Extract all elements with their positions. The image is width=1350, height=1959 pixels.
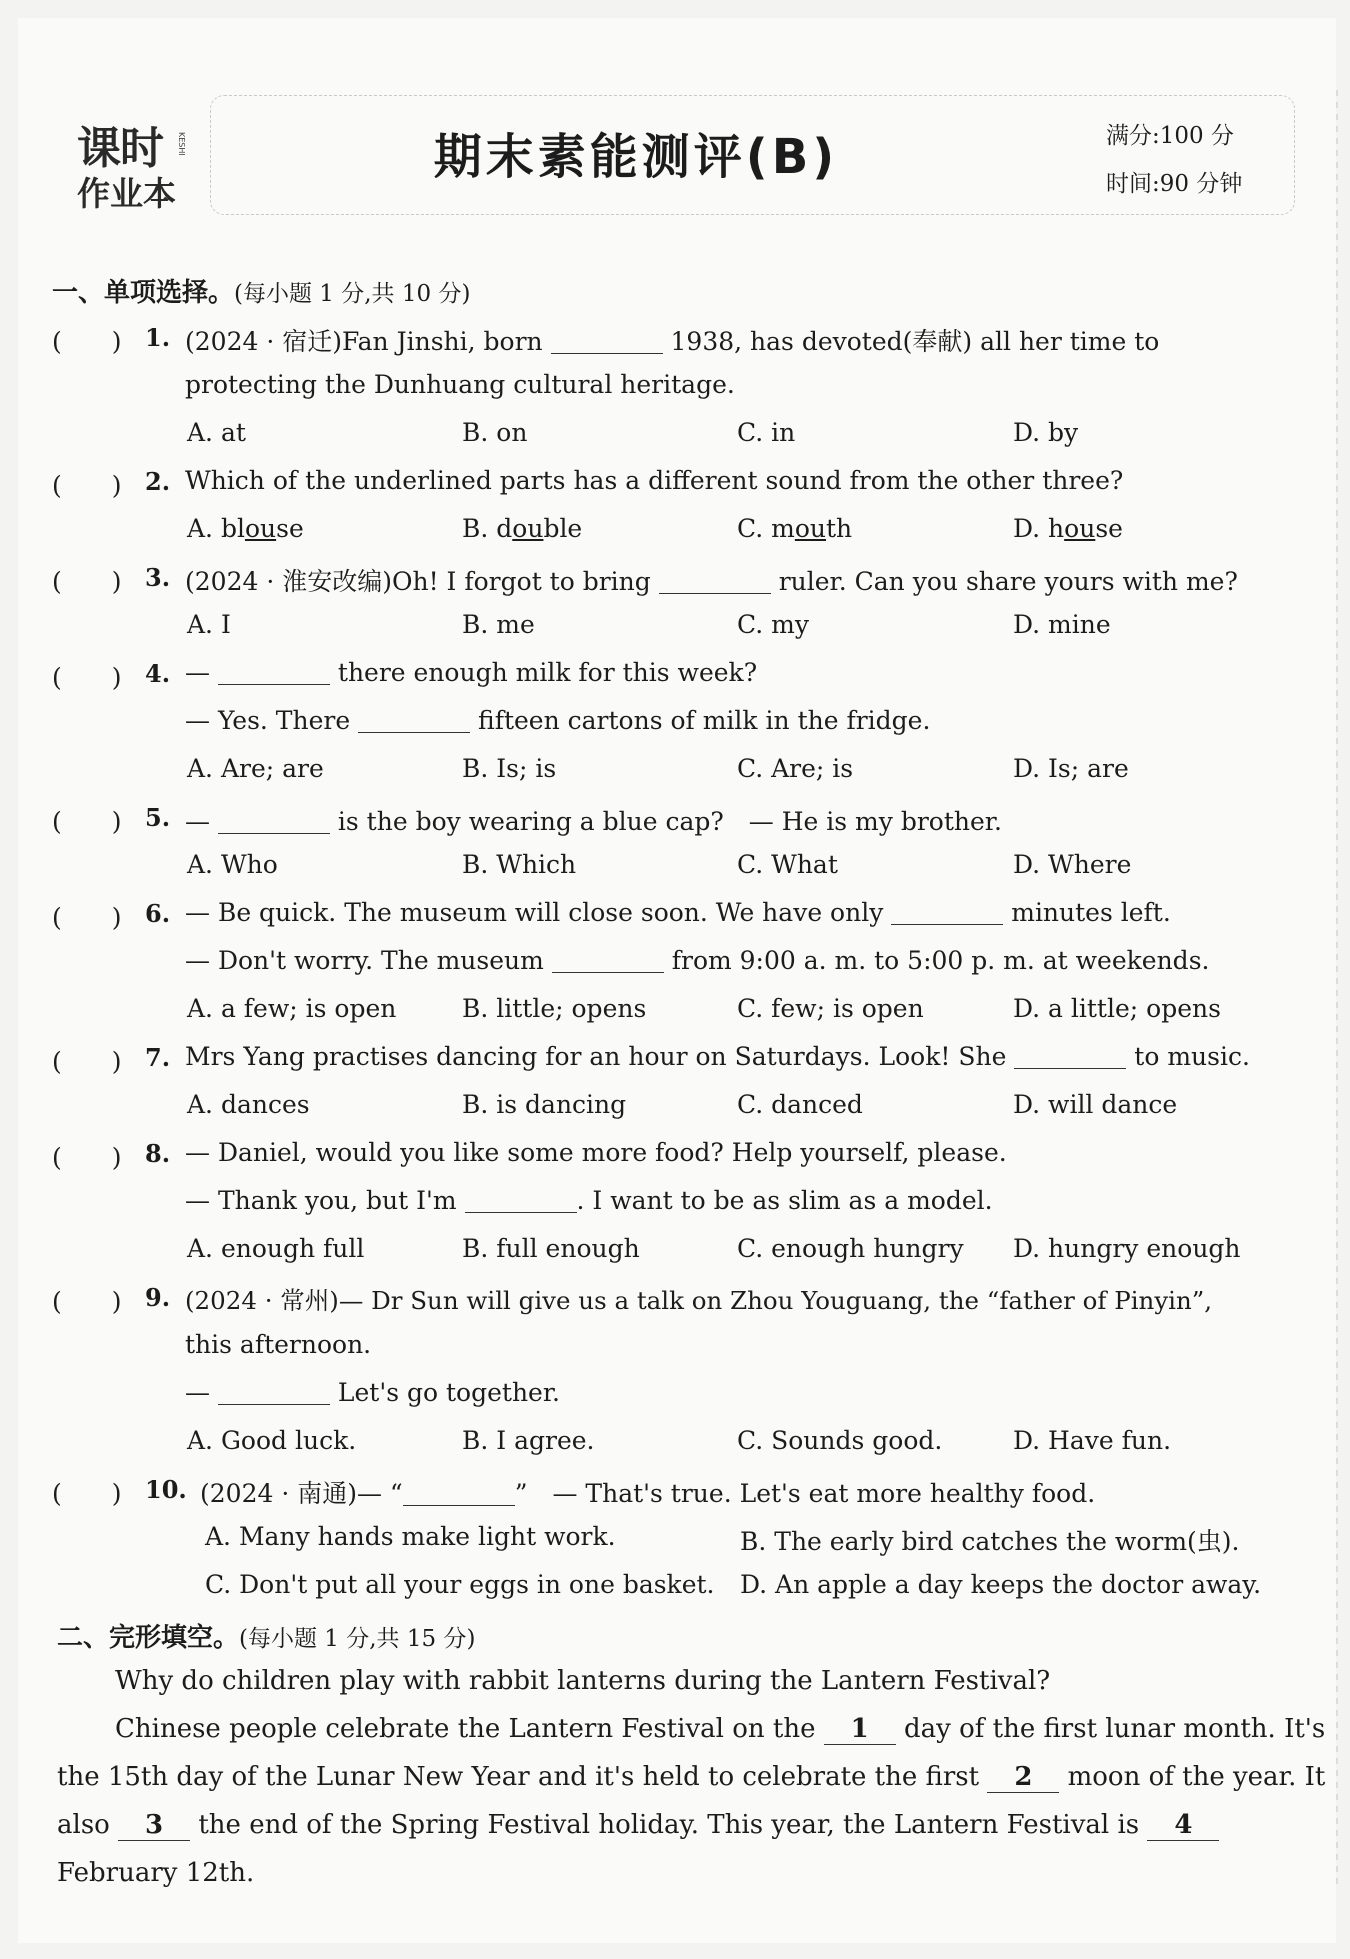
- answer-blank[interactable]: [358, 707, 470, 733]
- option-c: C. mouth: [737, 514, 853, 543]
- question-text: Which of the underlined parts has a different sound from the other three?: [185, 466, 1124, 495]
- answer-blank[interactable]: [403, 1480, 515, 1506]
- logo-tag: KESHI: [177, 132, 186, 156]
- option-d: D. Where: [1013, 850, 1132, 879]
- question-number: 3.: [145, 563, 171, 592]
- passage-text: also: [57, 1810, 110, 1840]
- time-limit: 时间:90 分钟: [1106, 171, 1243, 197]
- option-d: D. Is; are: [1013, 754, 1129, 783]
- question-text-cont: this afternoon.: [185, 1330, 372, 1359]
- option-b: B. The early bird catches the worm(虫).: [740, 1527, 1240, 1556]
- answer-blank[interactable]: [891, 899, 1003, 925]
- option-a: A. at: [187, 418, 246, 447]
- question-number: 10.: [145, 1475, 187, 1504]
- question-text-cont: [185, 1378, 560, 1407]
- passage-text: the end of the Spring Festival holiday. This year, the Lantern Festival is: [198, 1810, 1140, 1840]
- question-text: [185, 562, 1238, 598]
- question-text: (2024 · 常州)— Dr Sun will give us a talk on Zhou Youguang, the “father of Pinyin”,: [185, 1286, 1213, 1315]
- section2-heading: [57, 1617, 475, 1654]
- question-number: 4.: [145, 659, 171, 688]
- answer-paren[interactable]: ( ): [52, 567, 122, 596]
- question-text: [185, 658, 757, 687]
- section2-title: 二、完形填空。: [57, 1623, 240, 1653]
- q4-text-a: —: [185, 658, 210, 687]
- q8-text-a: — Thank you, but I'm: [185, 1186, 457, 1215]
- full-score: 满分:100 分: [1106, 123, 1234, 149]
- option-d: D. Have fun.: [1013, 1426, 1172, 1455]
- q6-text-b: minutes left.: [1011, 898, 1171, 927]
- cloze-blank-1[interactable]: 1: [824, 1714, 896, 1745]
- option-b: B. me: [462, 610, 535, 639]
- option-c: C. What: [737, 850, 838, 879]
- exam-title: 期末素能测评(B): [433, 129, 839, 185]
- option-c: C. Sounds good.: [737, 1426, 943, 1455]
- question-number: 5.: [145, 803, 171, 832]
- q7-text-a: Mrs Yang practises dancing for an hour on Saturdays. Look! She: [185, 1042, 1007, 1071]
- passage-text: the 15th day of the Lunar New Year and it's held to celebrate the first: [57, 1762, 980, 1792]
- option-b: B. little; opens: [462, 994, 647, 1023]
- option-d: D. hungry enough: [1013, 1234, 1241, 1263]
- option-a: A. enough full: [187, 1234, 365, 1263]
- q9-text-a: —: [185, 1378, 210, 1407]
- option-b: B. full enough: [462, 1234, 640, 1263]
- question-text: — Daniel, would you like some more food? Help yourself, please.: [185, 1138, 1007, 1167]
- option-d: D. will dance: [1013, 1090, 1178, 1119]
- title-box: [210, 95, 1295, 215]
- question-text-cont: [185, 1186, 993, 1215]
- answer-blank[interactable]: [552, 947, 664, 973]
- passage-text: moon of the year. It: [1067, 1762, 1326, 1792]
- option-b: B. double: [462, 514, 583, 543]
- option-a: A. Many hands make light work.: [205, 1522, 616, 1551]
- option-c: C. in: [737, 418, 796, 447]
- option-c: C. Are; is: [737, 754, 854, 783]
- question-text: [185, 322, 1159, 358]
- option-d: D. a little; opens: [1013, 994, 1221, 1023]
- passage-line3: [57, 1762, 1326, 1793]
- option-b: B. Is; is: [462, 754, 557, 783]
- question-text-cont: [185, 946, 1209, 975]
- logo-line2: 作业本: [77, 174, 176, 213]
- option-a: A. a few; is open: [187, 994, 397, 1023]
- option-a: A. Good luck.: [187, 1426, 357, 1455]
- section1-heading: [52, 272, 470, 309]
- question-number: 9.: [145, 1283, 171, 1312]
- section2-note: (每小题 1 分,共 15 分): [239, 1626, 476, 1652]
- option-c: C. few; is open: [737, 994, 924, 1023]
- answer-blank[interactable]: [465, 1187, 577, 1213]
- q10-text-a: (2024 · 南通)— “: [200, 1479, 403, 1508]
- question-number: 6.: [145, 899, 171, 928]
- option-b: B. on: [462, 418, 528, 447]
- q1-text-b: 1938, has devoted(奉献) all her time to: [670, 327, 1160, 356]
- passage-text: day of the first lunar month. It's: [903, 1714, 1326, 1744]
- answer-paren[interactable]: ( ): [52, 327, 122, 356]
- q10-text-b: ” — That's true. Let's eat more healthy food.: [514, 1479, 1096, 1508]
- q6-text-d: from 9:00 a. m. to 5:00 p. m. at weekends.: [671, 946, 1210, 975]
- binding-margin-line: [1336, 90, 1338, 1890]
- question-text-cont: protecting the Dunhuang cultural heritage.: [185, 370, 735, 399]
- answer-blank[interactable]: [218, 1379, 330, 1405]
- question-text-cont: [185, 706, 930, 735]
- answer-paren[interactable]: ( ): [52, 663, 122, 692]
- q3-text-b: ruler. Can you share yours with me?: [778, 567, 1238, 596]
- q7-text-b: to music.: [1134, 1042, 1250, 1071]
- q3-text-a: (2024 · 淮安改编)Oh! I forgot to bring: [185, 567, 651, 596]
- q5-text-a: —: [185, 807, 210, 836]
- q6-text-a: — Be quick. The museum will close soon. We have only: [185, 898, 884, 927]
- q6-text-c: — Don't worry. The museum: [185, 946, 544, 975]
- option-a: A. I: [187, 610, 231, 639]
- cloze-blank-4[interactable]: 4: [1147, 1810, 1219, 1841]
- answer-blank[interactable]: [218, 659, 330, 685]
- section1-title: 一、单项选择。: [52, 278, 235, 308]
- q4-text-d: fifteen cartons of milk in the fridge.: [478, 706, 931, 735]
- passage-line5: February 12th.: [57, 1858, 255, 1888]
- option-c: C. Don't put all your eggs in one basket.: [205, 1570, 715, 1599]
- option-b: B. Which: [462, 850, 577, 879]
- passage-line2: [115, 1714, 1350, 1745]
- option-a: A. dances: [187, 1090, 310, 1119]
- question-text: [185, 1042, 1250, 1071]
- q9-text-b: Let's go together.: [337, 1378, 560, 1407]
- answer-paren[interactable]: ( ): [52, 1479, 122, 1508]
- option-a: A. blouse: [187, 514, 304, 543]
- q4-text-b: there enough milk for this week?: [337, 658, 758, 687]
- logo-line1: 课时: [77, 123, 163, 174]
- cloze-blank-3[interactable]: 3: [118, 1810, 190, 1841]
- answer-blank[interactable]: [659, 568, 771, 594]
- score-info: [1106, 112, 1242, 208]
- option-d: D. mine: [1013, 610, 1111, 639]
- cloze-blank-2[interactable]: 2: [987, 1762, 1059, 1793]
- answer-paren[interactable]: ( ): [52, 807, 122, 836]
- option-b: B. I agree.: [462, 1426, 595, 1455]
- option-b: B. is dancing: [462, 1090, 627, 1119]
- q4-text-c: — Yes. There: [185, 706, 351, 735]
- question-text: [185, 802, 1002, 838]
- question-number: 2.: [145, 467, 171, 496]
- passage-line1: Why do children play with rabbit lanterns during the Lantern Festival?: [115, 1666, 1051, 1696]
- section1-note: (每小题 1 分,共 10 分): [234, 281, 471, 307]
- question-number: 1.: [145, 323, 171, 352]
- option-c: C. danced: [737, 1090, 863, 1119]
- question-number: 8.: [145, 1139, 171, 1168]
- option-c: C. my: [737, 610, 809, 639]
- answer-blank[interactable]: [218, 808, 330, 834]
- textbook-logo: [55, 112, 190, 222]
- option-c: C. enough hungry: [737, 1234, 964, 1263]
- answer-paren[interactable]: ( ): [52, 1047, 122, 1076]
- question-text: [200, 1474, 1095, 1510]
- passage-line4: [57, 1810, 1297, 1841]
- answer-blank[interactable]: [551, 328, 663, 354]
- q5-text-b: is the boy wearing a blue cap? — He is my brother.: [337, 807, 1002, 836]
- answer-paren[interactable]: ( ): [52, 1143, 122, 1172]
- answer-paren[interactable]: ( ): [52, 471, 122, 500]
- option-a: A. Are; are: [187, 754, 324, 783]
- q8-text-b: . I want to be as slim as a model.: [576, 1186, 993, 1215]
- q1-text-a: (2024 · 宿迁)Fan Jinshi, born: [185, 327, 543, 356]
- option-a: A. Who: [187, 850, 278, 879]
- answer-paren[interactable]: ( ): [52, 903, 122, 932]
- passage-text: Chinese people celebrate the Lantern Festival on the: [115, 1714, 816, 1744]
- option-d: D. house: [1013, 514, 1123, 543]
- answer-paren[interactable]: ( ): [52, 1287, 122, 1316]
- question-text: [185, 898, 1171, 927]
- answer-blank[interactable]: [1014, 1043, 1126, 1069]
- question-number: 7.: [145, 1043, 171, 1072]
- option-d: D. An apple a day keeps the doctor away.: [740, 1570, 1262, 1599]
- option-d: D. by: [1013, 418, 1079, 447]
